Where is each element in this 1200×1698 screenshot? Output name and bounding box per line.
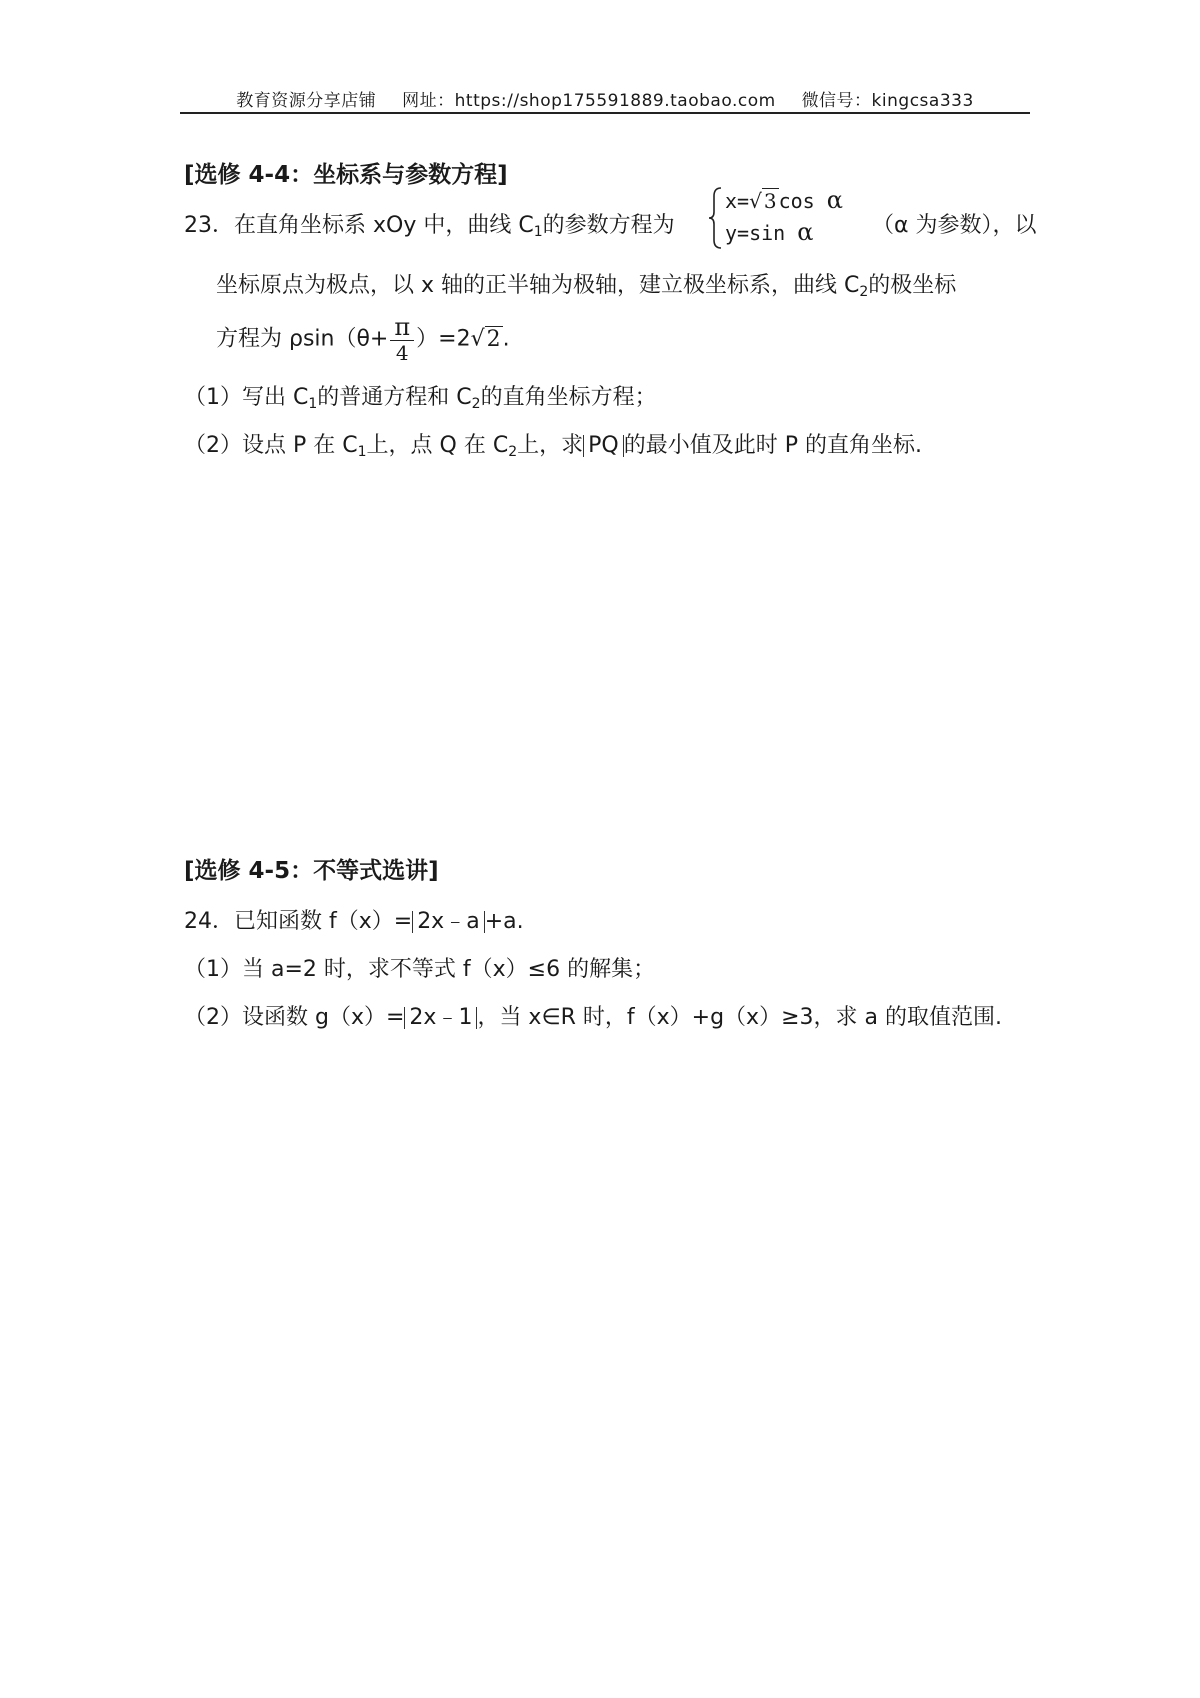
header-shop: 教育资源分享店铺	[236, 91, 377, 111]
abs-pq: PQ	[583, 435, 624, 457]
question-24-line-1: 24．已知函数 f（x）= 2x﹣a +a.	[184, 909, 524, 934]
parametric-equation-system	[707, 186, 857, 250]
question-24-part-1: （1）当 a=2 时，求不等式 f（x）≤6 的解集；	[184, 957, 656, 982]
equation-x: x=√ 3 cos α	[725, 186, 843, 214]
header-url: 网址：https://shop175591889.taobao.com	[402, 91, 776, 111]
question-23-line-3: 方程为 ρsin（θ+ $\frac{\pi}{4}$ ）=2√2.	[216, 313, 510, 365]
section-title-4-4: [选修 4-4：坐标系与参数方程]	[184, 162, 508, 188]
question-23-number: 23．	[184, 213, 234, 238]
page-header	[180, 86, 1030, 111]
left-brace-icon	[707, 186, 723, 250]
header-wechat: 微信号：kingcsa333	[801, 91, 974, 111]
abs-2x-minus-1: 2x﹣1	[404, 1007, 477, 1029]
question-23-part-1: （1）写出 $C_1$的普通方程和 $C_2$的直角坐标方程；	[184, 385, 657, 412]
abs-2x-minus-a: 2x﹣a	[412, 911, 485, 933]
question-23-part-2: （2）设点 P 在 $C_1$上，点 Q 在 $C_2$上，求 PQ 的最小值及此时 P 的直角坐标.	[184, 433, 922, 460]
section-title-4-5: [选修 4-5：不等式选讲]	[184, 858, 439, 884]
question-23-line-1: 23．在直角坐标系 xOy 中，曲线 $C_1$的参数方程为	[184, 213, 675, 240]
question-23-param-note: （α 为参数），以	[872, 213, 1037, 238]
sqrt-3: √ 3	[749, 189, 777, 213]
fraction-pi-over-4: $\frac{\pi}{4}$	[390, 314, 414, 365]
question-23-line-2: 坐标原点为极点，以 x 轴的正半轴为极轴，建立极坐标系，曲线 $C_2$的极坐标	[216, 273, 957, 300]
header-divider	[180, 112, 1030, 114]
question-24-part-2: （2）设函数 g（x）= 2x﹣1 ，当 x∈R 时，f（x）+g（x）≥3，求 a 的取值范围.	[184, 1005, 1002, 1030]
sqrt-2: √2	[470, 326, 501, 352]
equation-y: y=sin α	[725, 218, 814, 246]
